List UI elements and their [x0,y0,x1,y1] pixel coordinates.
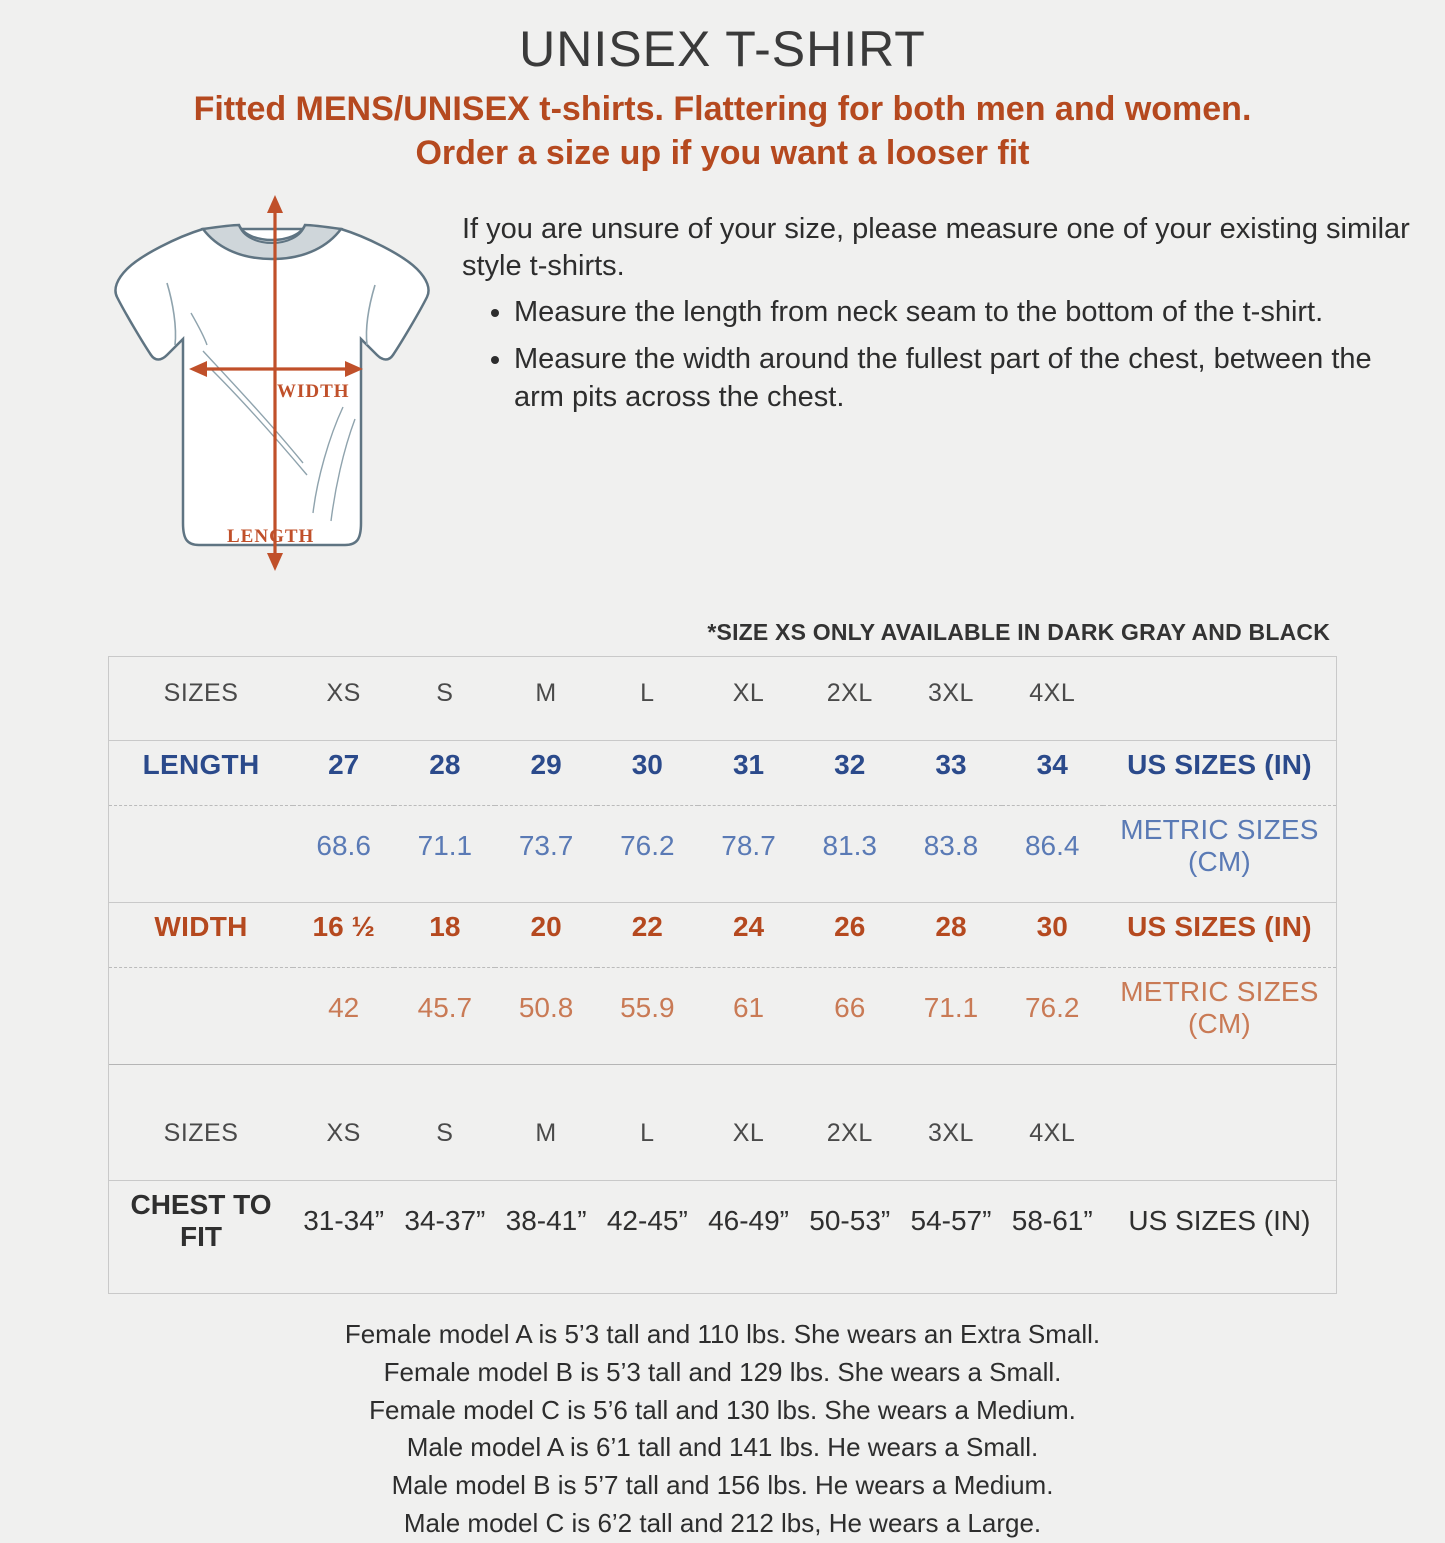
row-unit-length-in: US SIZES (IN) [1127,749,1312,781]
divider [109,1048,1336,1065]
list-item: • Measure the width around the fullest part of the chest, between the arm pits across the chest. [514,341,1423,416]
chest-l: 42-45” [606,1205,688,1237]
chest-header-4xl: 4XL [1029,1119,1076,1148]
chest-xl: 46-49” [708,1205,789,1237]
divider [109,789,1336,806]
model-note: Male model C is 6’2 tall and 212 lbs, He wears a Large. [403,1507,1042,1538]
width-in-xs: 16 ½ [312,911,375,943]
length-cm-m: 73.7 [518,830,574,862]
divider [109,724,1336,741]
row-unit-width-in: US SIZES (IN) [1127,911,1312,943]
tshirt-diagram [22,193,452,613]
spacer [109,1261,1336,1293]
model-note: Female model A is 5’3 tall and 110 lbs. She wears an Extra Small. [344,1319,1101,1350]
width-cm-xs: 42 [328,992,360,1024]
width-in-xl: 24 [732,911,765,943]
width-cm-2xl: 66 [834,992,866,1024]
width-in-l: 22 [631,911,663,943]
model-note: Male model B is 5’7 tall and 156 lbs. He wears a Medium. [391,1470,1054,1501]
header-size-l: L [640,679,655,708]
width-label: WIDTH [277,381,350,403]
divider [109,886,1336,903]
width-in-m: 20 [530,911,562,943]
chest-header-s: S [436,1119,454,1148]
table-row [109,741,1336,790]
width-cm-s: 45.7 [417,992,473,1024]
chest-header-xs: XS [326,1119,361,1148]
page-subtitle [0,77,1445,175]
table-header-row [109,657,1336,724]
row-label-length-cm [109,806,293,887]
header-size-s: S [436,679,454,708]
length-cm-3xl: 83.8 [923,830,979,862]
length-in-l: 30 [631,749,663,781]
header-size-4xl: 4XL [1029,679,1076,708]
length-in-3xl: 33 [935,749,967,781]
length-cm-l: 76.2 [620,830,675,862]
length-in-m: 29 [530,749,562,781]
size-table-container [108,656,1337,1294]
length-cm-2xl: 81.3 [822,830,877,862]
length-cm-s: 71.1 [417,830,473,862]
row-unit-chest: US SIZES (IN) [1128,1205,1311,1237]
header-size-m: M [535,679,557,708]
xs-availability-note: *SIZE XS ONLY AVAILABLE IN DARK GRAY AND BLACK [707,619,1330,646]
length-cm-xs: 68.6 [316,830,371,862]
row-label-width-cm [109,968,293,1049]
chest-header-sizes-label: SIZES [163,1119,239,1148]
instructions-list [462,294,1423,417]
row-label-length: LENGTH [142,749,260,781]
length-in-2xl: 32 [834,749,866,781]
width-in-2xl: 26 [834,911,866,943]
length-in-xl: 31 [732,749,765,781]
chest-2xl: 50-53” [809,1205,891,1237]
header-size-2xl: 2XL [826,679,873,708]
chest-header-3xl: 3XL [927,1119,974,1148]
table-row [109,968,1336,1049]
model-notes [0,1316,1445,1542]
width-cm-l: 55.9 [620,992,675,1024]
instructions-intro: If you are unsure of your size, please measure one of your existing similar style t-shirts. [462,213,1410,283]
chest-header-2xl: 2XL [826,1119,873,1148]
divider [109,951,1336,968]
header-size-xs: XS [326,679,361,708]
chest-m: 38-41” [505,1205,587,1237]
width-in-3xl: 28 [935,911,967,943]
spacer [109,1065,1336,1098]
chest-s: 34-37” [404,1205,486,1237]
chest-header-unit-blank [1103,1097,1336,1164]
model-note: Female model C is 5’6 tall and 130 lbs. She wears a Medium. [369,1394,1076,1425]
length-label: LENGTH [227,526,315,548]
table-row [109,1181,1336,1262]
length-in-s: 28 [429,749,461,781]
instructions-block [452,193,1423,613]
width-in-s: 18 [429,911,461,943]
header-size-3xl: 3XL [927,679,974,708]
width-in-4xl: 30 [1036,911,1068,943]
width-cm-m: 50.8 [518,992,574,1024]
length-cm-xl: 78.7 [721,830,776,862]
size-table [109,657,1336,1293]
header-sizes-label: SIZES [163,679,239,708]
subtitle-line-2: Order a size up if you want a looser fit [415,134,1030,173]
model-note: Female model B is 5’3 tall and 129 lbs. She wears a Small. [383,1357,1062,1388]
width-cm-3xl: 71.1 [923,992,979,1024]
chest-header-xl: XL [732,1119,765,1148]
chest-4xl: 58-61” [1011,1205,1093,1237]
row-unit-width-cm: METRIC SIZES (CM) [1120,976,1319,1040]
table-row [109,806,1336,887]
chest-xs: 31-34” [303,1205,385,1237]
length-in-xs: 27 [328,749,360,781]
row-unit-length-cm: METRIC SIZES (CM) [1120,814,1319,878]
length-in-4xl: 34 [1036,749,1068,781]
chest-header-row [109,1097,1336,1164]
length-cm-4xl: 86.4 [1024,830,1080,862]
divider [109,1164,1336,1181]
page-title: UNISEX T-SHIRT [519,21,926,77]
row-label-chest-to-fit: CHEST TO FIT [130,1189,272,1253]
table-row [109,903,1336,952]
header-unit-blank [1103,657,1336,724]
header-size-xl: XL [732,679,765,708]
width-cm-xl: 61 [732,992,765,1024]
chest-header-m: M [535,1119,557,1148]
width-cm-4xl: 76.2 [1024,992,1080,1024]
subtitle-line-1: Fitted MENS/UNISEX t-shirts. Flattering for both men and women. [193,90,1252,128]
model-note: Male model A is 6’1 tall and 141 lbs. He wears a Small. [406,1432,1039,1463]
row-label-width: WIDTH [154,911,248,943]
chest-3xl: 54-57” [910,1205,992,1237]
chest-header-l: L [640,1119,655,1148]
list-item: • Measure the length from neck seam to the bottom of the t-shirt. [514,294,1423,332]
upper-section [0,193,1445,613]
